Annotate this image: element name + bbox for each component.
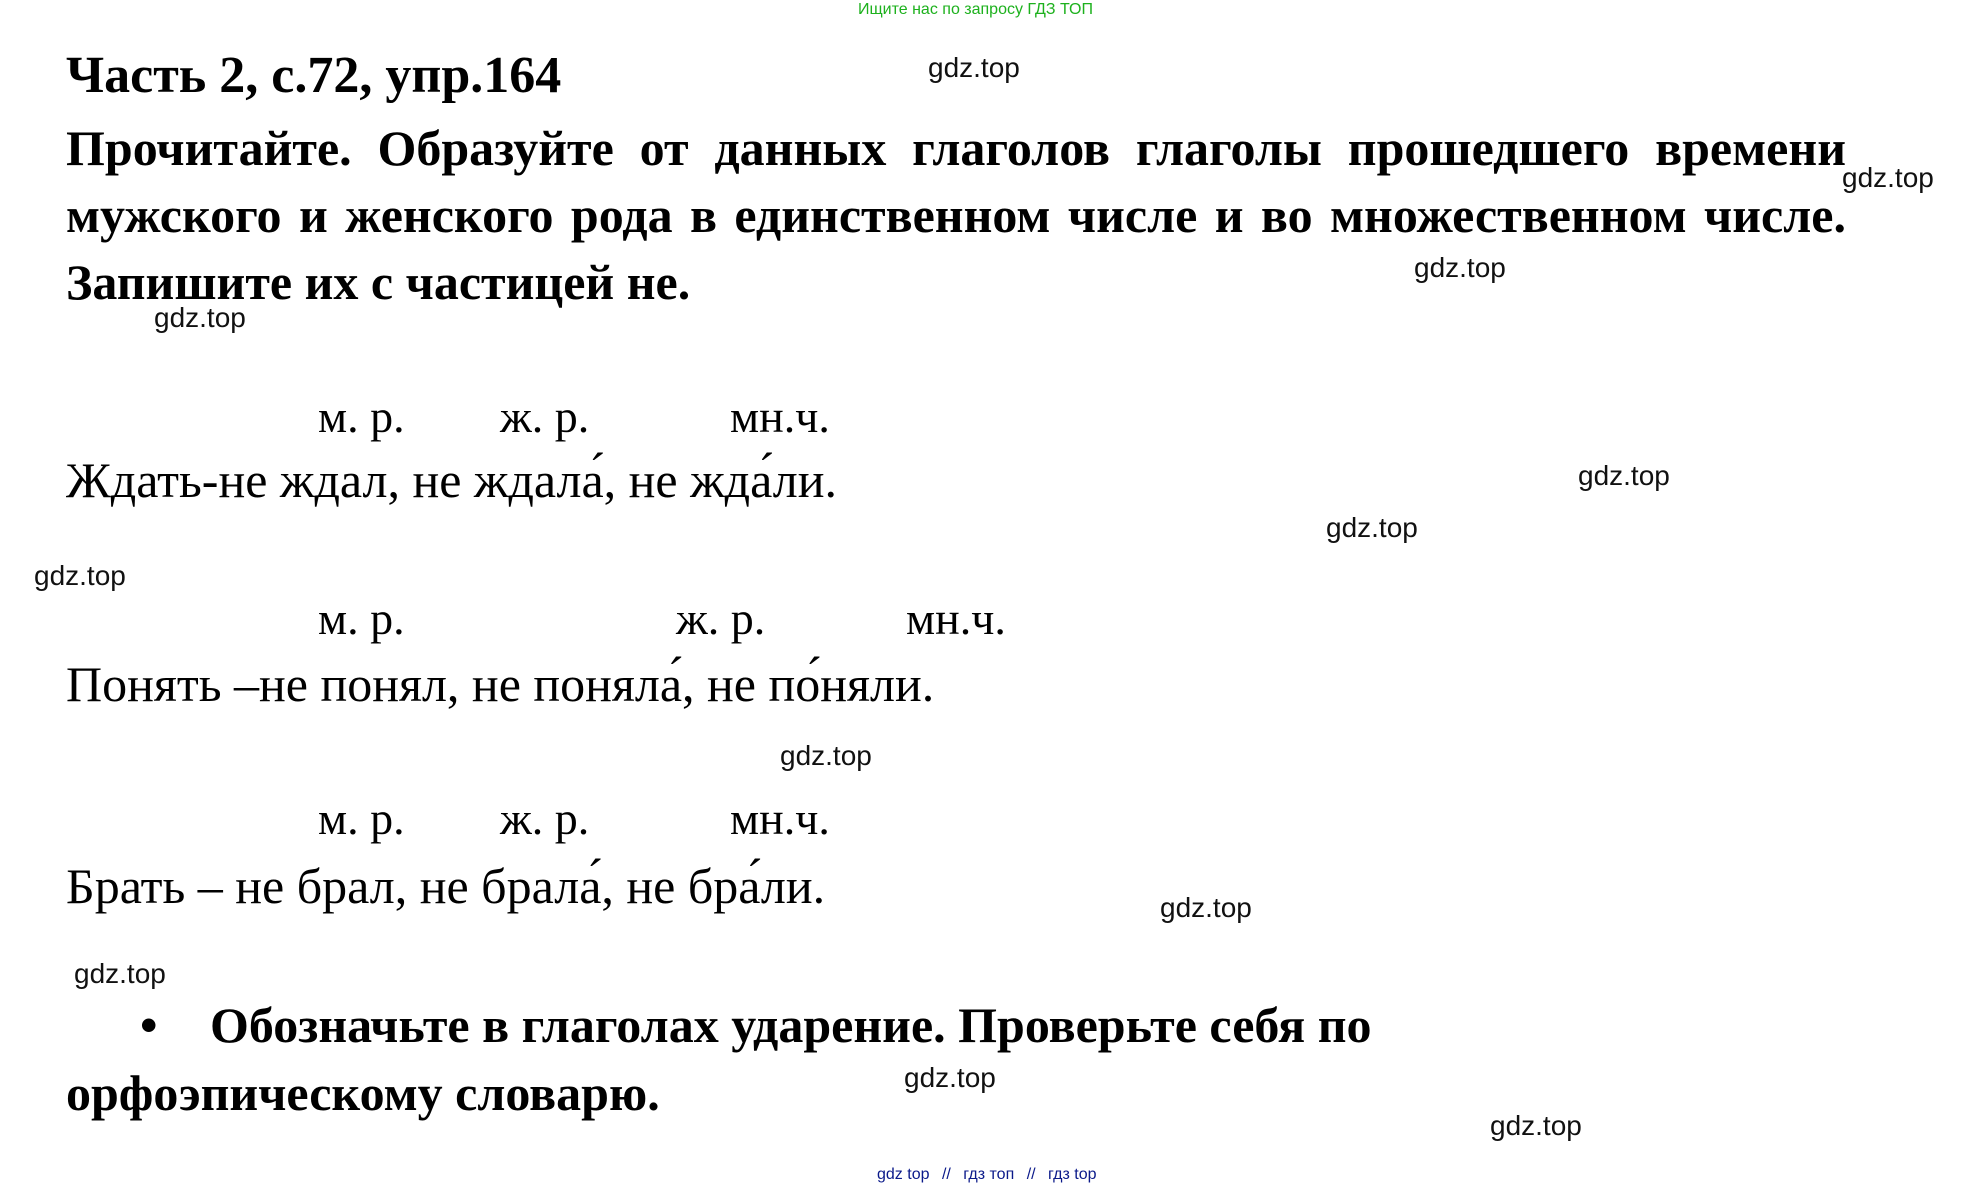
label-plural: мн.ч. xyxy=(906,593,1006,644)
label-masculine: м. р. xyxy=(318,391,405,442)
link-separator: // xyxy=(941,1166,951,1183)
bullet-task xyxy=(140,995,1372,1055)
label-feminine: ж. р. xyxy=(500,793,590,844)
bullet-icon: • xyxy=(140,997,158,1053)
watermark: gdz.top xyxy=(780,740,872,771)
answer-sentence: Понять –не понял, не поняла́, не по́няли. xyxy=(66,656,935,712)
watermark: gdz.top xyxy=(1326,512,1418,543)
watermark: gdz.top xyxy=(34,560,126,591)
bullet-text-line1: Обозначьте в глаголах ударение. Проверьте себя по xyxy=(210,997,1372,1053)
exercise-heading: Часть 2, с.72, упр.164 xyxy=(66,47,562,104)
label-plural: мн.ч. xyxy=(730,391,830,442)
link-gdz-top[interactable]: gdz top xyxy=(877,1166,930,1183)
label-feminine: ж. р. xyxy=(676,593,766,644)
watermark: gdz.top xyxy=(1414,252,1506,283)
watermark: gdz.top xyxy=(1578,460,1670,491)
watermark: gdz.top xyxy=(154,302,246,333)
watermark: gdz.top xyxy=(1842,162,1934,193)
link-gdz-top-ru[interactable]: гдз топ xyxy=(963,1166,1015,1183)
watermark: gdz.top xyxy=(928,52,1020,83)
watermark: gdz.top xyxy=(1490,1110,1582,1141)
label-masculine: м. р. xyxy=(318,793,405,844)
watermark: gdz.top xyxy=(904,1062,996,1093)
bullet-text-line2: орфоэпическому словарю. xyxy=(66,1065,660,1121)
link-gdz-top-mixed[interactable]: гдз top xyxy=(1048,1166,1097,1183)
answer-sentence: Брать – не брал, не брала́, не бра́ли. xyxy=(66,858,826,914)
link-separator: // xyxy=(1026,1166,1036,1183)
label-feminine: ж. р. xyxy=(500,391,590,442)
watermark: gdz.top xyxy=(1160,892,1252,923)
answer-sentence: Ждать-не ждал, не ждала́, не жда́ли. xyxy=(66,452,837,508)
task-instructions: Прочитайте. Образуйте от данных глаголов глаголы прошедшего времени мужского и женского рода в единственном числе и во множественном числе. Запишите их с частицей не. xyxy=(66,120,1846,310)
bottom-links xyxy=(873,1166,1101,1184)
label-plural: мн.ч. xyxy=(730,793,830,844)
top-banner[interactable]: Ищите нас по запросу ГДЗ ТОП xyxy=(858,1,1093,18)
watermark: gdz.top xyxy=(74,958,166,989)
label-masculine: м. р. xyxy=(318,593,405,644)
